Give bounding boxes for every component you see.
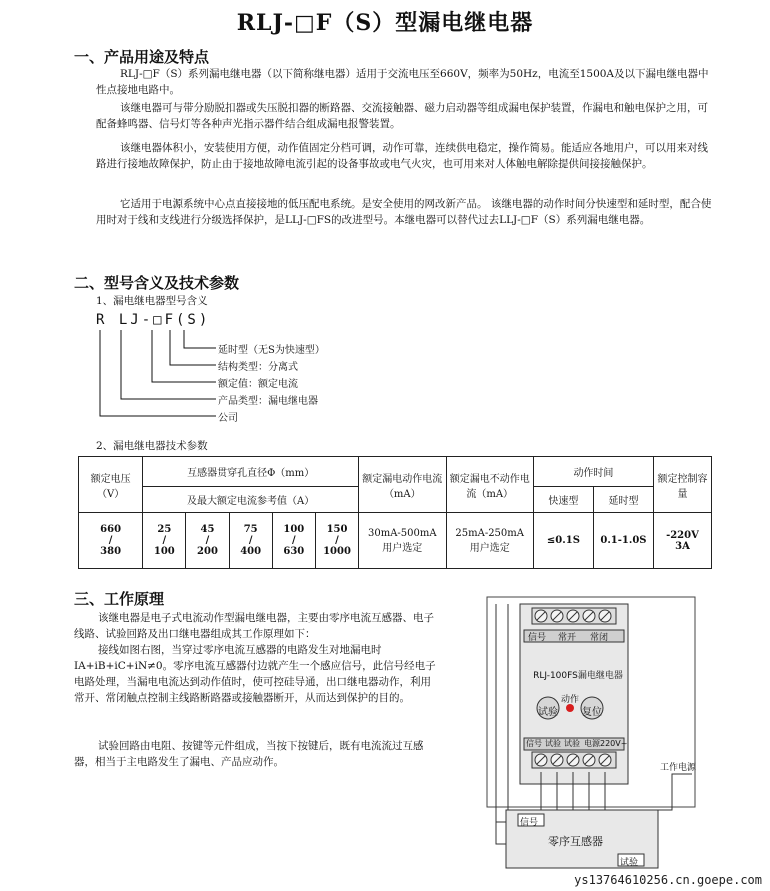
section1-paragraph-4: 它适用于电源系统中心点直接接地的低压配电系统。是安全使用的网改新产品。 该继电器的动作时间分快速型和延时型，配合使用时对于线和支线进行分级选择保护，是LLJ-□FS的改进型号。本继电器可以替代过去LLJ-□F（S）系列漏电继电器。	[96, 198, 712, 226]
diag-action-label: 动作	[561, 695, 580, 705]
page-title: RLJ-□F（S）型漏电继电器	[236, 10, 534, 36]
diag-bottom-test-1: 试验	[545, 739, 561, 748]
diag-ct-name: 零序互感器	[548, 835, 603, 848]
diag-top-nc: 常闭	[590, 633, 609, 643]
model-meaning-subheading: 1、漏电继电器型号含义	[96, 295, 208, 307]
tech-params-subheading: 2、漏电继电器技术参数	[96, 440, 208, 452]
section3-paragraph-3: 试验回路由电阻、按键等元件组成，当按下按键后，既有电流流过互感器，相当于主电路发生了漏电、产品应动作。	[74, 740, 424, 768]
th-fast: 快速型	[533, 487, 593, 513]
th-ct-sub: 及最大额定电流参考值（A）	[143, 487, 359, 513]
th-voltage: 额定电压（V）	[79, 457, 143, 513]
cell-ct-5: 150 / 1000	[315, 513, 358, 569]
model-part-structure: 结构类型：分离式	[218, 362, 298, 373]
section1-heading: 一、产品用途及特点	[74, 48, 210, 66]
diag-top-signal: 信号	[528, 633, 547, 643]
section1-paragraph-3: 该继电器体积小，安装使用方便，动作值固定分档可调，动作可靠，连续供电稳定，操作简易。能适应各地用户，可以用来对线路进行接地故障保护，防止由于接地故障电流引起的设备事故或电气火灾，也可用来对人体触电解除提供间接接触保护。	[96, 142, 708, 170]
section3-heading: 三、工作原理	[74, 590, 165, 608]
section2-heading: 二、型号含义及技术参数	[74, 274, 240, 292]
cell-nonaction-current: 25mA-250mA 用户选定	[446, 513, 533, 569]
diag-bottom-signal: 信号	[526, 739, 542, 748]
model-part-type: 产品类型：漏电继电器	[218, 396, 318, 407]
model-part-delay: 延时型（无S为快速型）	[218, 345, 325, 356]
diag-top-no: 常开	[558, 633, 577, 643]
model-code-brackets	[96, 330, 226, 422]
tech-params-table	[78, 456, 712, 569]
section3-paragraph-2: 接线如图右图，当穿过零序电流互感器的电路发生对地漏电时IA+iB+iC+iN≠0。零序电流互感器付边就产生一个感应信号，此信号经电子电路处理，当漏电电流达到动作值时，使可控硅导通，出口继电器动作，利用常开、常闭触点控制主线路断路器或接触器断开，从而达到保护的目的。	[74, 644, 436, 704]
test-button: 试验	[538, 707, 558, 718]
th-capacity: 额定控制容量	[653, 457, 711, 513]
model-part-rating: 额定值：额定电流	[218, 379, 298, 390]
section3-paragraph-1: 该继电器是电子式电流动作型漏电继电器，主要由零序电流互感器、电子线路、试验回路及出口继电器组成其工作原理如下：	[74, 612, 434, 640]
th-action-time: 动作时间	[533, 457, 653, 487]
cell-voltage: 660 / 380	[79, 513, 143, 569]
section1-paragraph-1: RLJ-□F（S）系列漏电继电器（以下简称继电器）适用于交流电压至660V，频率为50Hz，电流至1500A及以下漏电继电器中性点接地电路中。	[96, 68, 709, 96]
th-ct: 互感器贯穿孔直径Φ（mm）	[143, 457, 359, 487]
reset-button: 复位	[582, 707, 602, 718]
cell-ct-1: 25 / 100	[143, 513, 186, 569]
cell-ct-3: 75 / 400	[229, 513, 272, 569]
diag-power-label: 工作电源	[660, 763, 697, 773]
th-nonaction-current: 额定漏电不动作电流（mA）	[446, 457, 533, 513]
cell-ct-4: 100 / 630	[272, 513, 315, 569]
diag-bottom-power: 电源220V~	[584, 739, 628, 748]
th-delay: 延时型	[593, 487, 653, 513]
th-action-current: 额定漏电动作电流（mA）	[359, 457, 446, 513]
cell-capacity: -220V 3A	[653, 513, 711, 569]
diag-bottom-test-2: 试验	[564, 739, 580, 748]
diag-device-name: RLJ-100FS漏电继电器	[533, 671, 623, 681]
section1-paragraph-2: 该继电器可与带分励脱扣器或失压脱扣器的断路器、交流接触器、磁力启动器等组成漏电保护装置，作漏电和触电保护之用，可配备蜂鸣器、信号灯等各种声光指示器件结合组成漏电报警装置。	[96, 102, 708, 130]
diag-ct-signal: 信号	[520, 818, 539, 828]
model-part-company: 公司	[218, 413, 238, 424]
diag-ct-test: 试验	[620, 858, 639, 868]
model-code: R LJ-□F(S)	[96, 312, 211, 328]
action-led	[566, 704, 574, 712]
cell-ct-2: 45 / 200	[186, 513, 229, 569]
cell-delay: 0.1-1.0S	[593, 513, 653, 569]
watermark-url: ys13764610256.cn.goepe.com	[574, 873, 762, 887]
cell-action-current: 30mA-500mA 用户选定	[359, 513, 446, 569]
cell-fast: ≤0.1S	[533, 513, 593, 569]
